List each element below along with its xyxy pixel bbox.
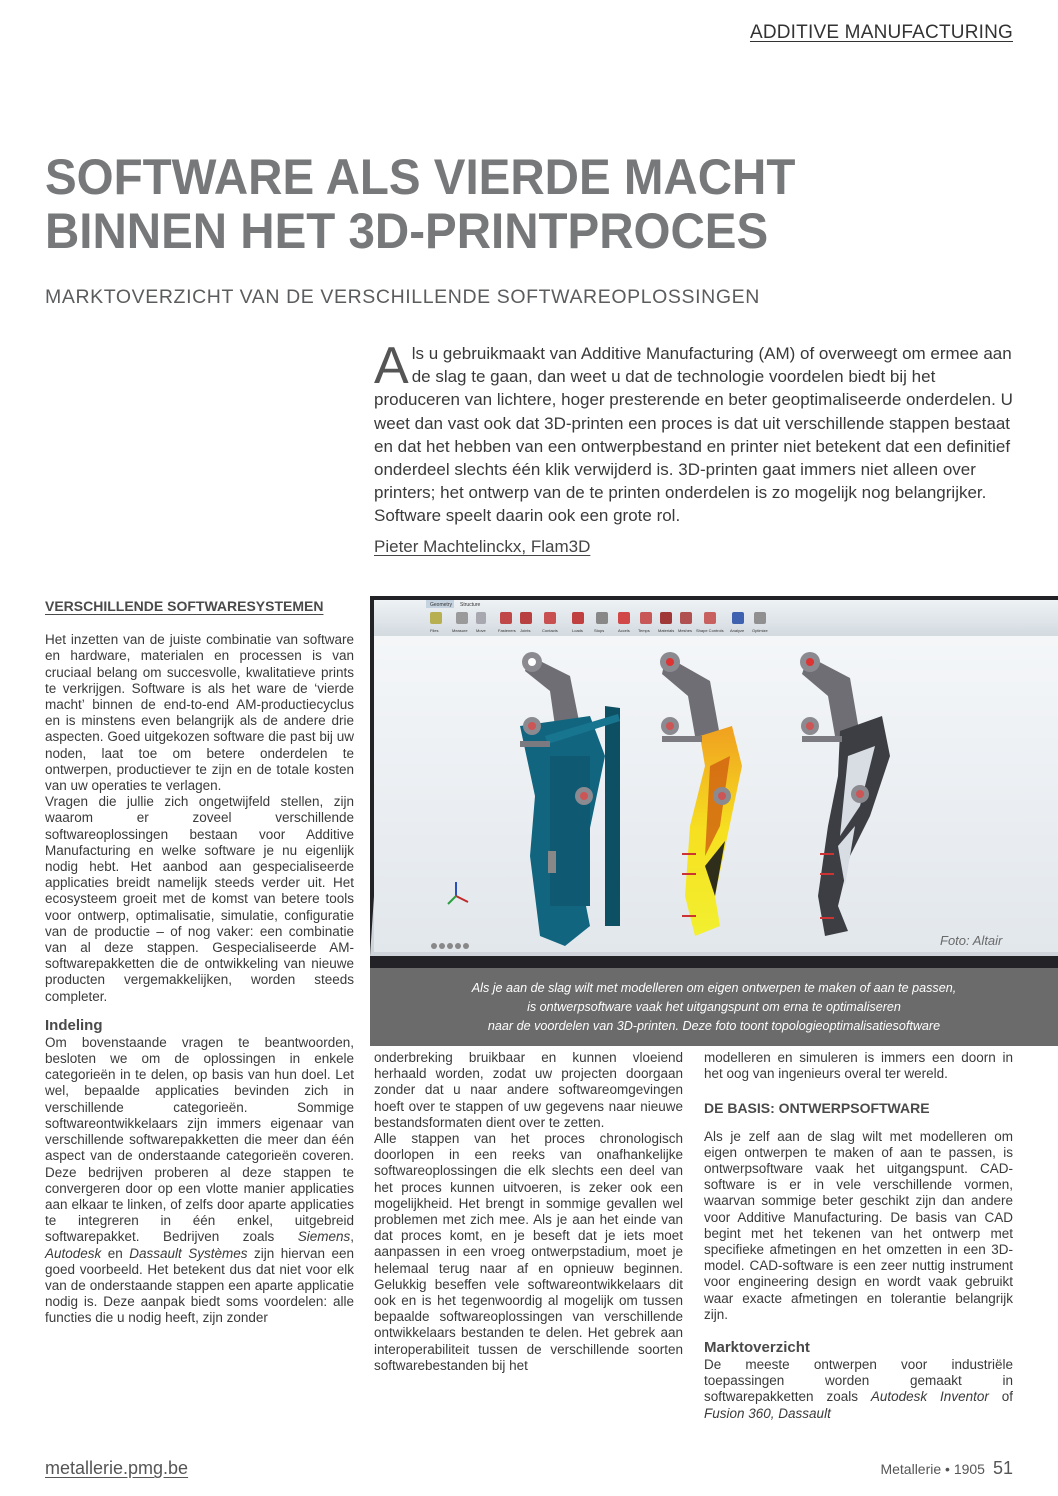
title-line-2: BINNEN HET 3D-PRINTPROCES <box>45 203 769 259</box>
author-byline[interactable]: Pieter Machtelinckx, Flam3D <box>374 537 591 556</box>
svg-text:Optimize: Optimize <box>752 628 768 633</box>
col1-paragraph-2: Vragen die jullie zich ongetwijfeld stellen, zijn waarom er zoveel verschillende softwareoplossingen bestaan voor Additive Manufacturing en welke software je nu eigenlijk nodig hebt. Het aanbod aan gespecialiseerde applicaties breidt namelijk steeds verder uit. Het ecosysteem groeit met de komst van betere tools voor ontwerp, optimalisatie, simulatie, configuratie van de productie – of nog vaker: een combinatie van al deze stappen. Gespecialiseerde AM-softwarepakketten die de ontwikkeling van nieuwe producten vergemakkelijken, worden steeds completer. <box>45 794 354 1004</box>
col2-paragraph-1: onderbreking bruikbaar en kunnen vloeiend herhaald worden, zodat uw projecten doorgaan zonder dat u naar andere softwareomgevingen hoeft over te stappen of uw gegevens naar nieuwe bestandsformaten dient over te zetten. <box>374 1050 683 1130</box>
topology-optimization-screenshot <box>370 596 1058 968</box>
footer-issue <box>880 1458 1013 1479</box>
col1-paragraph-1: Het inzetten van de juiste combinatie van software en hardware, materialen en processen is van cruciaal belang om succesvolle, kwalitatieve prints te verkrijgen. Software is als het ware de ‘vierde macht’ binnen de end-to-end AM-productiecyclus en is minstens even belangrijk als de andere drie aspecten. Goed uitgekozen software die past bij uw noden, laat toe om betere onderdelen te ontwerpen, productiever te zijn en de totale kosten van uw operaties te verlagen. <box>45 632 354 794</box>
subheading-indeling: Indeling <box>45 1016 103 1034</box>
article-subtitle: MARKTOVERZICHT VAN DE VERSCHILLENDE SOFTWAREOPLOSSINGEN <box>45 286 760 308</box>
photo-credit: Foto: Altair <box>940 933 1003 948</box>
svg-text:Move: Move <box>476 628 486 633</box>
svg-text:Geometry: Geometry <box>430 602 452 608</box>
svg-text:Analyze: Analyze <box>730 628 745 633</box>
svg-text:Loads: Loads <box>572 628 583 633</box>
figure-caption <box>370 968 1058 1046</box>
section-heading-softwaresystemen: VERSCHILLENDE SOFTWARESYSTEMEN <box>45 598 324 614</box>
column-3 <box>704 1050 1013 1422</box>
svg-text:Fasteners: Fasteners <box>498 628 516 633</box>
svg-text:Materials: Materials <box>658 628 675 633</box>
section-tag: ADDITIVE MANUFACTURING <box>749 22 1013 43</box>
svg-text:Shape Controls: Shape Controls <box>696 628 724 633</box>
column-1 <box>45 598 354 1327</box>
page-number: 51 <box>992 1458 1013 1478</box>
footer-site-link[interactable]: metallerie.pmg.be <box>45 1458 189 1478</box>
col3-paragraph-1: modelleren en simuleren is immers een doorn in het oog van ingenieurs overal ter wereld. <box>704 1050 1013 1082</box>
issue-label: Metallerie • 1905 <box>880 1461 985 1477</box>
svg-text:Measure: Measure <box>452 628 468 633</box>
svg-text:Meshes: Meshes <box>678 628 693 633</box>
svg-text:Temps: Temps <box>638 628 650 633</box>
col3-paragraph-2: Als je zelf aan de slag wilt met modelleren om eigen ontwerpen te maken of aan te passen, is ontwerpsoftware vaak het uitgangspunt. CAD-software is er in vele verschillende vormen, waarvan sommige beter geschikt zijn dan andere voor Additive Manufacturing. De basis van CAD begint met het tekenen van het ontwerp met specifieke afmetingen en het omzetten in een 3D-model. CAD-software is een zeer nuttig instrument voor engineering design en wordt vaak gebruikt waar exacte afmetingen en tolerantie belangrijk zijn. <box>704 1128 1013 1322</box>
software-screenshot-figure <box>370 596 1058 968</box>
svg-text:Structure: Structure <box>460 602 481 608</box>
drop-cap: A <box>374 337 409 395</box>
svg-text:Files: Files <box>430 628 439 633</box>
col2-paragraph-2: Alle stappen van het proces chronologisch doorlopen in een reeks van onafhankelijke softwareoplossingen die elk slechts een deel van het proces kunnen uitvoeren, is zeker ook een mogelijkheid. Het brengt in sommige gevallen wel problemen met zich mee. Als je aan het einde van dat proces komt, en je beseft dat je iets moet aanpassen in een vroeg ontwerpstadium, moet je helemaal terug naar af en opnieuw beginnen. Gelukkig beseffen vele softwareontwikkelaars dit ook en is het tegenwoordig al mogelijk om tussen bepaalde softwareoplossingen van verschillende ontwikkelaars bestanden te delen. Het gebrek aan interoperabiliteit tussen de verschillende soorten softwarebestanden bij het <box>374 1131 683 1373</box>
intro-text: ls u gebruikmaakt van Additive Manufacturing (AM) of overweegt om ermee aan de slag te gaan, dan weet u dat de technologie voordelen biedt bij het produceren van lichtere, hoger presterende en beter geoptimaliseerde onderdelen. U weet dan vast ook dat 3D-printen een proces is dat uit verschillende stappen bestaat en dat het hebben van een ontwerpbestand en printer niet betekent dat een definitief onderdeel slechts één klik verwijderd is. 3D-printen gaat immers niet alleen over printers; het ontwerp van de te printen onderdelen is zo mogelijk nog belangrijker. Software speelt daarin ook een grote rol. <box>374 344 1013 526</box>
caption-line-3: naar de voordelen van 3D-printen. Deze foto toont topologieoptimalisatiesoftware <box>487 1018 941 1033</box>
title-line-1: SOFTWARE ALS VIERDE MACHT <box>45 149 796 205</box>
svg-text:Accels: Accels <box>618 628 630 633</box>
svg-text:Stops: Stops <box>594 628 605 633</box>
caption-line-1: Als je aan de slag wilt met modelleren om eigen ontwerpen te maken of aan te passen, <box>471 980 957 995</box>
column-2 <box>374 1050 683 1374</box>
col1-paragraph-3: Om bovenstaande vragen te beantwoorden, besloten we om de oplossingen in enkele categorieën in te delen, op basis van hun doel. Let wel, bepaalde applicaties bevinden zich in verschillende categorieën. Sommige softwareontwikkelaars zijn immers eigenaar van verschillende softwarepakketten die meer dan één aspect van de onderstaande categorieën coveren. Deze bedrijven proberen al deze stappen te convergeren door op een vlotte manier applicaties aan elkaar te linken, of zelfs door aparte applicaties te integreren in één enkel, uitgebreid softwarepakket. Bedrijven zoals Siemens, Autodesk en Dassault Systèmes zijn hiervan een goed voorbeeld. Het betekent dus dat niet voor elk van de onderstaande stappen een aparte applicatie nodig is. Deze aanpak biedt soms voordelen: alle functies die u nodig heeft, zijn zonder <box>45 1034 354 1326</box>
svg-text:Joints: Joints <box>520 628 531 633</box>
section-heading-ontwerpsoftware: DE BASIS: ONTWERPSOFTWARE <box>704 1100 930 1117</box>
intro-paragraph <box>374 337 1014 528</box>
caption-line-2: is ontwerpsoftware vaak het uitgangspunt om erna te optimaliseren <box>527 999 901 1014</box>
svg-text:Contacts: Contacts <box>542 628 558 633</box>
col3-paragraph-3: De meeste ontwerpen voor industriële toepassingen worden gemaakt in softwarepakketten zoals Autodesk Inventor of Fusion 360, Dassault <box>704 1357 1013 1421</box>
subheading-marktoverzicht: Marktoverzicht <box>704 1339 810 1357</box>
article-title <box>45 150 900 258</box>
